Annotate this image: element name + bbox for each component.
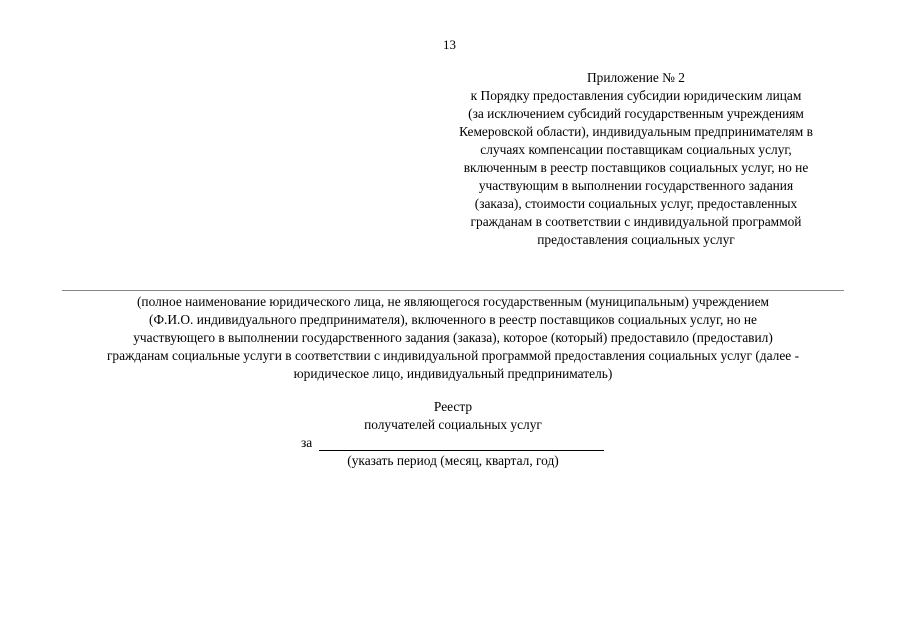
period-row	[253, 434, 653, 452]
appendix-line: предоставления социальных услуг	[537, 232, 735, 247]
appendix-line: к Порядку предоставления субсидии юридическим лицам	[470, 88, 802, 103]
page-number: 13	[443, 37, 456, 52]
organization-caption	[52, 293, 854, 383]
period-hint: (указать период (месяц, квартал, год)	[347, 453, 559, 468]
appendix-header	[420, 69, 852, 249]
appendix-line: включенным в реестр поставщиков социальных услуг, но не	[463, 160, 809, 175]
organization-caption-line: юридическое лицо, индивидуальный предприниматель)	[293, 366, 613, 381]
organization-caption-line: участвующего в выполнении государственного задания (заказа), которое (который) предоставило (предоставил)	[133, 330, 773, 345]
appendix-line: Кемеровской области), индивидуальным предпринимателям в	[459, 124, 813, 139]
organization-name-line	[62, 290, 844, 291]
appendix-line: участвующим в выполнении государственного задания	[478, 178, 794, 193]
organization-caption-line: (Ф.И.О. индивидуального предпринимателя), включенного в реестр поставщиков социальных услуг, но не	[148, 312, 757, 327]
appendix-line: гражданам в соответствии с индивидуальной программой	[470, 214, 802, 229]
appendix-title: Приложение № 2	[586, 70, 686, 85]
registry-block	[253, 398, 653, 470]
period-underline	[319, 450, 604, 451]
registry-title: Реестр	[433, 399, 473, 414]
appendix-line: случаях компенсации поставщикам социальных услуг,	[480, 142, 792, 157]
registry-subtitle: получателей социальных услуг	[364, 417, 542, 432]
appendix-line: (заказа), стоимости социальных услуг, предоставленных	[474, 196, 798, 211]
organization-caption-line: гражданам социальные услуги в соответствии с индивидуальной программой предоставления социальных услуг (далее -	[106, 348, 800, 363]
organization-caption-line: (полное наименование юридического лица, не являющегося государственным (муниципальным) учреждением	[136, 294, 770, 309]
period-prefix: за	[301, 435, 313, 450]
appendix-line: (за исключением субсидий государственным учреждениям	[468, 106, 804, 121]
